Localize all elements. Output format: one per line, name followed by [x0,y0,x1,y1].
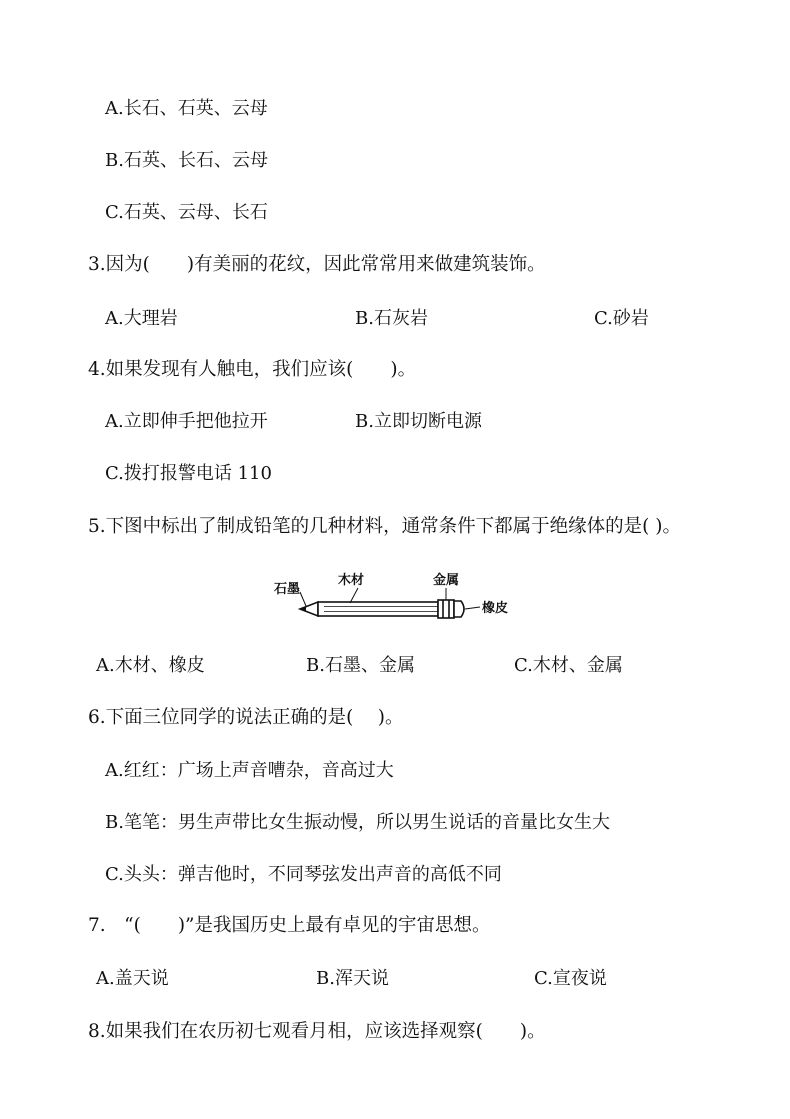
q2-option-b: B.石英、长石、云母 [105,150,268,171]
q3-stem: 3.因为( )有美丽的花纹，因此常常用来做建筑装饰。 [88,254,546,275]
label-graphite: 石墨 [274,582,301,597]
pencil-figure [268,566,508,626]
q6-option-b: B.笔笔：男生声带比女生振动慢，所以男生说话的音量比女生大 [105,812,610,833]
label-wood: 木材 [338,573,365,588]
q3-option-b: B.石灰岩 [355,308,428,329]
q3-option-c: C.砂岩 [594,308,649,329]
q4-option-c: C.拨打报警电话 110 [105,463,272,484]
q3-option-a: A.大理岩 [105,308,178,329]
label-eraser: 橡皮 [482,601,509,616]
q7-option-c: C.宣夜说 [534,968,607,989]
q2-option-c: C.石英、云母、长石 [105,202,268,223]
q5-option-c: C.木材、金属 [514,655,623,676]
pencil-icon [300,588,480,618]
q4-option-a: A.立即伸手把他拉开 [105,411,268,432]
q5-option-b: B.石墨、金属 [306,655,415,676]
q4-stem: 4.如果发现有人触电，我们应该( )。 [88,359,417,380]
q8-stem: 8.如果我们在农历初七观看月相，应该选择观察( )。 [88,1021,546,1042]
q7-option-b: B.浑天说 [316,968,389,989]
q5-stem: 5.下图中标出了制成铅笔的几种材料，通常条件下都属于绝缘体的是( )。 [88,516,681,537]
q5-option-a: A.木材、橡皮 [96,655,205,676]
q2-option-a: A.长石、石英、云母 [105,98,268,119]
q7-option-a: A.盖天说 [96,968,169,989]
q6-stem: 6.下面三位同学的说法正确的是( )。 [88,707,404,728]
label-metal: 金属 [433,573,460,588]
q6-option-c: C.头头：弹吉他时，不同琴弦发出声音的高低不同 [105,864,502,885]
q4-option-b: B.立即切断电源 [355,411,482,432]
q7-stem: 7. “( )”是我国历史上最有卓见的宇宙思想。 [88,915,491,936]
q6-option-a: A.红红：广场上声音嘈杂，音高过大 [105,760,394,781]
